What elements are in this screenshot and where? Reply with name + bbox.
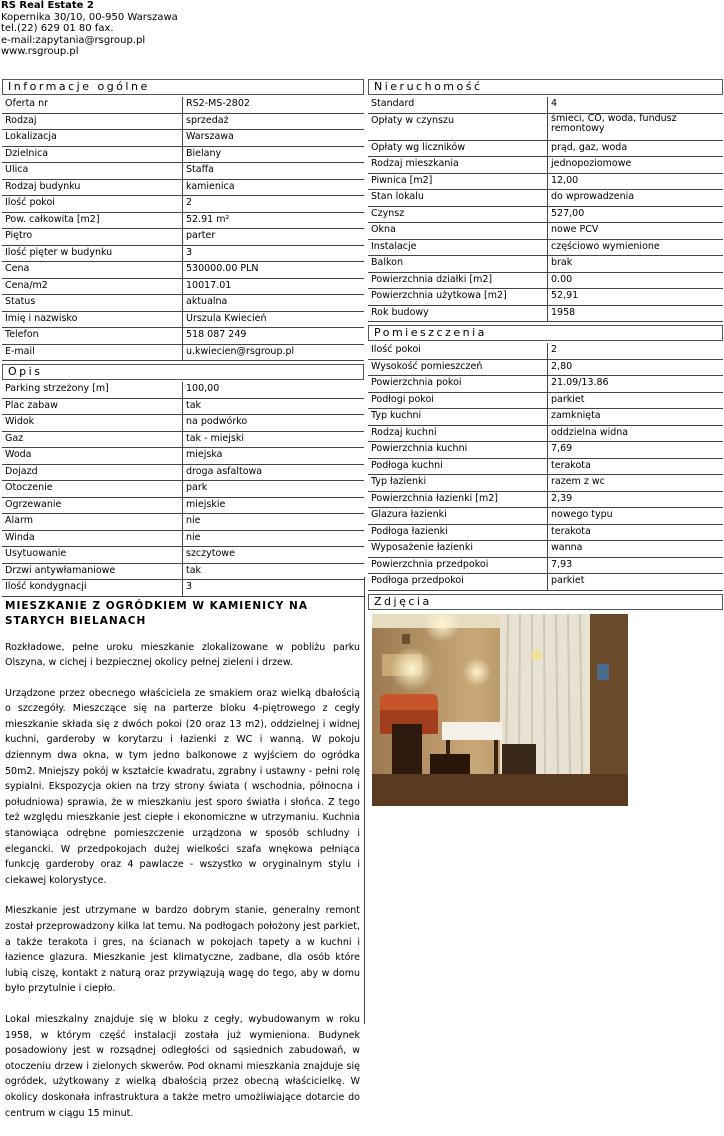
table-row xyxy=(368,256,723,273)
row-value: 7,93 xyxy=(548,557,724,574)
row-value: na podwórko xyxy=(183,415,365,432)
row-value: aktualna xyxy=(183,295,365,312)
row-value: 527,00 xyxy=(548,206,724,223)
agency-phone: tel.(22) 629 01 80 fax. xyxy=(1,23,114,34)
table-row xyxy=(2,245,364,262)
row-value: 100,00 xyxy=(183,382,365,398)
row-label: Opłaty wg liczników xyxy=(368,140,548,157)
row-label: Telefon xyxy=(2,328,183,345)
table-row xyxy=(2,130,364,147)
row-label: Stan lokalu xyxy=(368,190,548,207)
table-row xyxy=(368,97,723,113)
row-value: nie xyxy=(183,530,365,547)
table-row xyxy=(2,328,364,345)
row-label: Rok budowy xyxy=(368,305,548,322)
row-label: Drzwi antywłamaniowe xyxy=(2,563,183,580)
table-row xyxy=(368,574,723,591)
row-label: Parking strzeżony [m] xyxy=(2,382,183,398)
right-column xyxy=(368,79,723,806)
row-value: park xyxy=(183,481,365,498)
table-row xyxy=(2,563,364,580)
table-row xyxy=(368,458,723,475)
table-row xyxy=(368,557,723,574)
table-row xyxy=(2,146,364,163)
table-row xyxy=(2,344,364,361)
table-row xyxy=(368,223,723,240)
row-label: Powierzchnia łazienki [m2] xyxy=(368,491,548,508)
row-value: Warszawa xyxy=(183,130,365,147)
table-row xyxy=(2,262,364,279)
row-value: 0.00 xyxy=(548,272,724,289)
table-row xyxy=(368,140,723,157)
row-label: Rodzaj xyxy=(2,113,183,130)
row-value: tak xyxy=(183,398,365,415)
row-value: 52,91 xyxy=(548,289,724,306)
row-value: 518 087 249 xyxy=(183,328,365,345)
left-column xyxy=(2,79,364,1136)
table-row xyxy=(2,431,364,448)
row-label: Status xyxy=(2,295,183,312)
table-row xyxy=(368,239,723,256)
agency-name: RS Real Estate 2 xyxy=(1,0,94,11)
row-value: Urszula Kwiecień xyxy=(183,311,365,328)
row-label: E-mail xyxy=(2,344,183,361)
row-label: Typ kuchni xyxy=(368,409,548,426)
row-value: parkiet xyxy=(548,574,724,591)
row-value: miejska xyxy=(183,448,365,465)
row-value: brak xyxy=(548,256,724,273)
table-row xyxy=(2,530,364,547)
table-row xyxy=(368,392,723,409)
table-row xyxy=(2,547,364,564)
table-row xyxy=(2,278,364,295)
row-value: 2 xyxy=(183,196,365,213)
general-info-table xyxy=(2,97,364,361)
row-value: miejskie xyxy=(183,497,365,514)
agency-website: www.rsgroup.pl xyxy=(1,46,79,57)
row-value: 12,00 xyxy=(548,173,724,190)
row-value: nie xyxy=(183,514,365,531)
row-label: Ilość pokoi xyxy=(368,343,548,359)
row-value: sprzedaż xyxy=(183,113,365,130)
row-label: Czynsz xyxy=(368,206,548,223)
row-label: Otoczenie xyxy=(2,481,183,498)
table-row xyxy=(368,190,723,207)
row-label: Podłogi pokoi xyxy=(368,392,548,409)
row-label: Rodzaj kuchni xyxy=(368,425,548,442)
row-value: tak - miejski xyxy=(183,431,365,448)
row-label: Alarm xyxy=(2,514,183,531)
table-row xyxy=(2,415,364,432)
listing-description xyxy=(2,640,364,1122)
row-label: Powierzchnia użytkowa [m2] xyxy=(368,289,548,306)
row-label: Standard xyxy=(368,97,548,113)
row-value: parkiet xyxy=(548,392,724,409)
table-row xyxy=(2,580,364,597)
table-row xyxy=(368,157,723,174)
row-label: Usytuowanie xyxy=(2,547,183,564)
row-label: Ilość kondygnacji xyxy=(2,580,183,597)
table-row xyxy=(368,272,723,289)
table-row xyxy=(2,196,364,213)
row-value: kamienica xyxy=(183,179,365,196)
row-label: Ogrzewanie xyxy=(2,497,183,514)
row-label: Gaz xyxy=(2,431,183,448)
row-label: Cena/m2 xyxy=(2,278,183,295)
table-row xyxy=(368,343,723,359)
table-row xyxy=(368,173,723,190)
table-row xyxy=(368,409,723,426)
row-value: razem z wc xyxy=(548,475,724,492)
row-label: Podłoga przedpokoi xyxy=(368,574,548,591)
row-value: prąd, gaz, woda xyxy=(548,140,724,157)
row-label: Lokalizacja xyxy=(2,130,183,147)
row-value: tak xyxy=(183,563,365,580)
table-row xyxy=(2,179,364,196)
row-label: Opłaty w czynszu xyxy=(368,113,548,140)
row-label: Oferta nr xyxy=(2,97,183,113)
row-value: wanna xyxy=(548,541,724,558)
section-title-rooms: Pomieszczenia xyxy=(368,325,723,341)
row-value: u.kwiecien@rsgroup.pl xyxy=(183,344,365,361)
row-label: Balkon xyxy=(368,256,548,273)
row-value: parter xyxy=(183,229,365,246)
row-label: Powierzchnia przedpokoi xyxy=(368,557,548,574)
agency-email: e-mail:zapytania@rsgroup.pl xyxy=(1,34,146,46)
table-row xyxy=(368,359,723,376)
row-value: RS2-MS-2802 xyxy=(183,97,365,113)
table-row xyxy=(2,398,364,415)
row-label: Okna xyxy=(368,223,548,240)
row-label: Instalacje xyxy=(368,239,548,256)
row-value: 3 xyxy=(183,245,365,262)
row-label: Powierzchnia pokoi xyxy=(368,376,548,393)
row-value: 21.09/13.86 xyxy=(548,376,724,393)
section-title-general: Informacje ogólne xyxy=(2,79,364,95)
row-value: terakota xyxy=(548,524,724,541)
section-title-property: Nieruchomość xyxy=(368,79,723,95)
row-label: Piwnica [m2] xyxy=(368,173,548,190)
table-row xyxy=(2,448,364,465)
row-label: Dojazd xyxy=(2,464,183,481)
row-value: zamknięta xyxy=(548,409,724,426)
row-value: 4 xyxy=(548,97,724,113)
row-value: Staffa xyxy=(183,163,365,180)
table-row xyxy=(2,212,364,229)
row-label: Podłoga kuchni xyxy=(368,458,548,475)
table-row xyxy=(2,113,364,130)
row-value: terakota xyxy=(548,458,724,475)
row-label: Rodzaj mieszkania xyxy=(368,157,548,174)
row-value: droga asfaltowa xyxy=(183,464,365,481)
table-row xyxy=(2,382,364,398)
row-value: częściowo wymienione xyxy=(548,239,724,256)
section-title-photos: Zdjęcia xyxy=(368,594,723,610)
row-value: jednopoziomowe xyxy=(548,157,724,174)
table-row xyxy=(368,376,723,393)
description-paragraph: Mieszkanie jest utrzymane w bardzo dobrym stanie, generalny remont został przeprowadzony kilka lat temu. Na podłogach położony jest parkiet, a także terakota i gres, na ścianach w pokojach tapety a w kuchni i łazience glazura. Mieszkanie jest klimatyczne, zadbane, dla osób które lubią ciszę, kontakt z naturą oraz przywiązują wagę do tego, aby w domu było przytulnie i ciepło. xyxy=(5,905,360,995)
row-label: Piętro xyxy=(2,229,183,246)
table-row xyxy=(368,113,723,140)
description-paragraph: Rozkładowe, pełne uroku mieszkanie zlokalizowane w pobliżu parku Olszyna, w cichej i bezpiecznej okolicy pełnej zieleni i drzew. xyxy=(5,641,360,669)
row-label: Plac zabaw xyxy=(2,398,183,415)
row-value: Bielany xyxy=(183,146,365,163)
row-label: Typ łazienki xyxy=(368,475,548,492)
row-value: 2,80 xyxy=(548,359,724,376)
row-value: 530000.00 PLN xyxy=(183,262,365,279)
table-row xyxy=(2,497,364,514)
row-label: Woda xyxy=(2,448,183,465)
column-divider xyxy=(364,577,365,1024)
table-row xyxy=(368,491,723,508)
table-row xyxy=(368,442,723,459)
row-label: Wyposażenie łazienki xyxy=(368,541,548,558)
row-value: 3 xyxy=(183,580,365,597)
row-value: 2 xyxy=(548,343,724,359)
row-label: Podłoga łazienki xyxy=(368,524,548,541)
table-row xyxy=(2,514,364,531)
table-row xyxy=(368,475,723,492)
row-value: nowego typu xyxy=(548,508,724,525)
row-value: do wprowadzenia xyxy=(548,190,724,207)
table-row xyxy=(2,481,364,498)
row-value: oddzielna widna xyxy=(548,425,724,442)
listing-headline: MIESZKANIE Z OGRÓDKIEM W KAMIENICY NA STARYCH BIELANACH xyxy=(5,599,308,627)
row-value: śmieci, CO, woda, fundusz remontowy xyxy=(548,113,724,140)
property-table xyxy=(368,97,723,322)
description-paragraph: Urządzone przez obecnego właściciela ze smakiem oraz wielką dbałością o szczegóły. Mieszczące się na parterze bloku 4-piętrowego z cegły mieszkanie składa się z dwóch pokoi (20 oraz 13 m2), oddzielnej i widnej kuchni, garderoby w korytarzu i łazienki z WC i wanną. W pokoju dziennym dwa okna, w tym jedno balkonowe z wyjściem do ogródka 50m2. Mniejszy pokój w kształcie kwadratu, zgrabny i ustawny - pełni rolę sypialni. Ekspozycja okien na trzy strony świata ( wschodnia, północna i południowa) sprawia, że w mieszkaniu jest sporo światła i słońca. Z tego też względu mieszkanie jest ciepłe i ekonomiczne w utrzymaniu. Kuchnia stanowiąca odrębne pomieszczenie urządzona w sposób schludny i elegancki. W przedpokojach dużej wielkości szafa wnękowa pełniąca funkcję garderoby oraz 4 pawlacze - wszystko w oryginalnym stylu i ciekawej kolorystyce. xyxy=(5,687,360,886)
apartment-photo[interactable] xyxy=(372,614,628,806)
table-row xyxy=(368,206,723,223)
room-illustration xyxy=(372,614,628,806)
row-label: Rodzaj budynku xyxy=(2,179,183,196)
rooms-table xyxy=(368,343,723,591)
row-label: Widok xyxy=(2,415,183,432)
table-row xyxy=(2,163,364,180)
table-row xyxy=(368,541,723,558)
description-paragraph: Lokal mieszkalny znajduje się w bloku z cegły, wybudowanym w roku 1958, w którym część instalacji została już wymieniona. Budynek posadowiony jest w rozsądnej odległości od sąsiednich zabudowań, w otoczeniu drzew i zielonych skwerów. Pod oknami mieszkania znajduje się ogródek, użytkowany z wielką dbałością przez obecną właścicielkę. W okolicy doskonała infrastruktura a także metro umożliwiające dotarcie do centrum w ciągu 15 minut. xyxy=(5,1013,360,1119)
opis-table xyxy=(2,382,364,597)
table-row xyxy=(2,311,364,328)
row-label: Ulica xyxy=(2,163,183,180)
row-label: Winda xyxy=(2,530,183,547)
table-row xyxy=(368,508,723,525)
table-row xyxy=(368,524,723,541)
table-row xyxy=(2,464,364,481)
row-value: 2,39 xyxy=(548,491,724,508)
row-label: Pow. całkowita [m2] xyxy=(2,212,183,229)
row-label: Cena xyxy=(2,262,183,279)
table-row xyxy=(2,97,364,113)
table-row xyxy=(368,305,723,322)
row-value: 10017.01 xyxy=(183,278,365,295)
row-label: Ilość pięter w budynku xyxy=(2,245,183,262)
table-row xyxy=(2,295,364,312)
table-row xyxy=(368,425,723,442)
row-label: Ilość pokoi xyxy=(2,196,183,213)
row-label: Imię i nazwisko xyxy=(2,311,183,328)
row-label: Dzielnica xyxy=(2,146,183,163)
row-value: 1958 xyxy=(548,305,724,322)
row-label: Powierzchnia działki [m2] xyxy=(368,272,548,289)
row-label: Powierzchnia kuchni xyxy=(368,442,548,459)
row-value: szczytowe xyxy=(183,547,365,564)
row-value: nowe PCV xyxy=(548,223,724,240)
row-value: 52.91 m² xyxy=(183,212,365,229)
table-row xyxy=(2,229,364,246)
section-title-opis: Opis xyxy=(2,364,364,380)
table-row xyxy=(368,289,723,306)
row-value: 7,69 xyxy=(548,442,724,459)
row-label: Wysokość pomieszczeń xyxy=(368,359,548,376)
agency-header xyxy=(1,0,178,58)
row-label: Glazura łazienki xyxy=(368,508,548,525)
agency-address: Kopernika 30/10, 00-950 Warszawa xyxy=(1,11,178,23)
